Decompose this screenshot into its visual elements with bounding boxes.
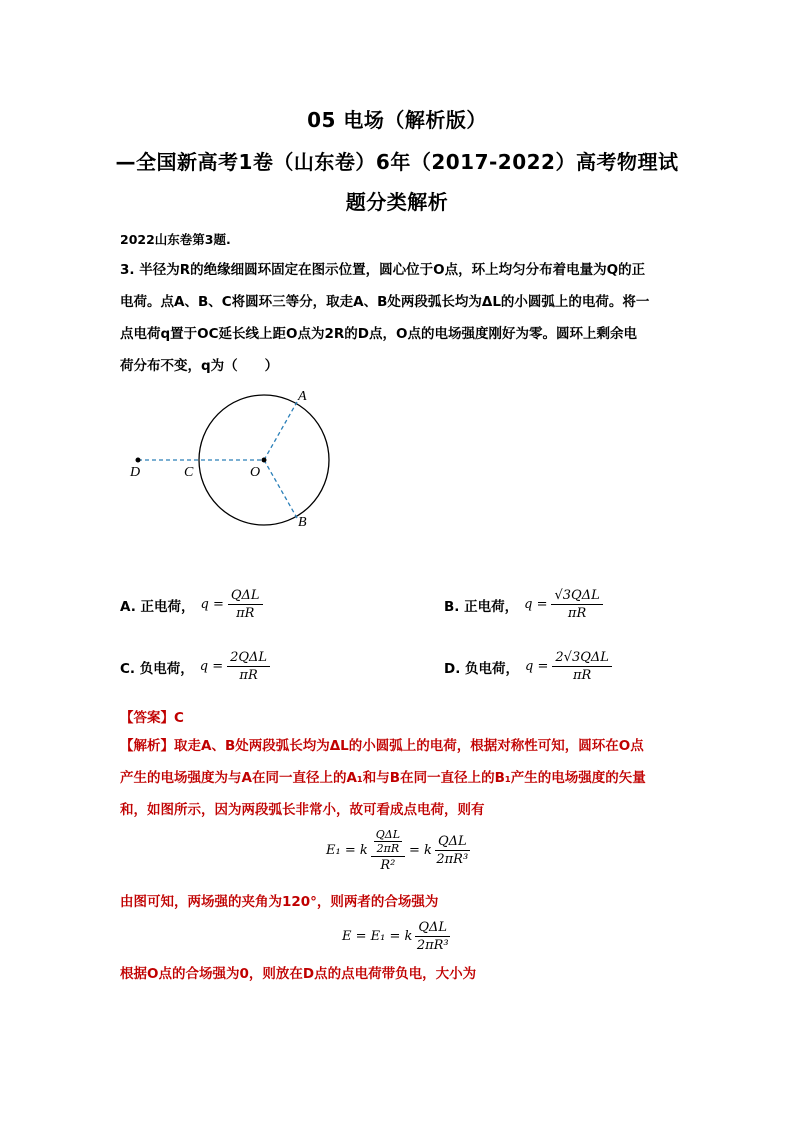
formula-e1-den2: 2πR³: [436, 852, 469, 867]
option-a[interactable]: [120, 588, 263, 621]
label-D: D: [130, 465, 141, 480]
formula-e-frac: [415, 920, 450, 953]
circle-diagram: [120, 380, 360, 540]
formula-e1: [326, 828, 470, 873]
option-d-lhs: q =: [525, 659, 549, 674]
formula-e: [342, 920, 450, 953]
answer: [120, 706, 184, 726]
formula-e1-num2: QΔL: [435, 834, 470, 851]
analysis-line-2: 产生的电场强度为与A在同一直径上的A₁和与B在同一直径上的B₁产生的电场强度的矢量: [120, 770, 646, 786]
analysis-line-4: 由图可知，两场强的夹角为120°，则两者的合场强为: [120, 894, 439, 910]
label-B: B: [298, 515, 307, 530]
analysis-line-5: 根据O点的合场强为0，则放在D点的点电荷带负电，大小为: [120, 966, 477, 982]
formula-e1-big-frac: [371, 828, 405, 873]
label-A: A: [298, 389, 307, 404]
option-d-num: 2√3QΔL: [552, 650, 612, 667]
formula-e1-lhs: E₁ = k: [326, 843, 368, 858]
formula-e1-eq: = k: [409, 843, 432, 858]
option-d-fraction: [552, 650, 612, 683]
option-b-lhs: q =: [524, 597, 548, 612]
point-D: [136, 458, 141, 463]
formula-e-lhs: E = E₁ = k: [342, 929, 413, 944]
option-b[interactable]: [444, 588, 603, 621]
option-c-label: C. 负电荷，: [120, 660, 194, 677]
line-O-A: [264, 402, 297, 460]
question-line-1: 3. 半径为R的绝缘细圆环固定在图示位置，圆心位于O点，环上均匀分布着电量为Q的正: [120, 262, 646, 278]
question-line-4: 荷分布不变，q为（ ）: [120, 358, 279, 374]
formula-e-den: 2πR³: [416, 938, 449, 953]
question-line-3: 点电荷q置于OC延长线上距O点为2R的D点，O点的电场强度刚好为零。圆环上剩余电: [120, 326, 637, 342]
option-b-den: πR: [567, 606, 587, 621]
formula-e-num: QΔL: [415, 920, 450, 937]
label-O: O: [250, 465, 261, 480]
formula-e1-inner-num: QΔL: [375, 828, 401, 841]
option-a-num: QΔL: [228, 588, 263, 605]
option-a-fraction: [228, 588, 263, 621]
option-d-den: πR: [572, 668, 592, 683]
option-a-label: A. 正电荷，: [120, 598, 195, 615]
option-d[interactable]: [444, 650, 612, 683]
label-C: C: [184, 465, 194, 480]
analysis-line-1: 【解析】取走A、B处两段弧长均为ΔL的小圆弧上的电荷，根据对称性可知，圆环在O点: [120, 738, 644, 754]
point-O: [262, 458, 267, 463]
option-b-label: B. 正电荷，: [444, 598, 519, 615]
line-O-B: [264, 460, 297, 518]
option-c-den: πR: [239, 668, 258, 683]
answer-value: C: [174, 710, 184, 726]
option-c[interactable]: [120, 650, 270, 683]
option-c-num: 2QΔL: [227, 650, 270, 667]
option-b-num: √3QΔL: [551, 588, 602, 605]
option-c-fraction: [227, 650, 270, 683]
answer-prefix: 【答案】: [120, 710, 174, 726]
formula-e1-inner-den: 2πR: [376, 842, 400, 855]
question-source: 2022山东卷第3题.: [120, 232, 231, 247]
option-a-lhs: q =: [200, 597, 224, 612]
formula-e1-den: R²: [380, 858, 396, 873]
option-a-den: πR: [236, 606, 255, 621]
title-line-2: —全国新高考1卷（山东卷）6年（2017-2022）高考物理试: [115, 150, 679, 174]
formula-e1-big-num: [371, 828, 405, 857]
analysis-line-3: 和，如图所示，因为两段弧长非常小，故可看成点电荷，则有: [120, 802, 485, 818]
option-b-fraction: [551, 588, 602, 621]
title-line-1: 05 电场（解析版）: [307, 108, 487, 132]
option-d-label: D. 负电荷，: [444, 660, 520, 677]
formula-e1-frac2: [435, 834, 470, 867]
option-c-lhs: q =: [199, 659, 224, 674]
question-line-2: 电荷。点A、B、C将圆环三等分，取走A、B处两段弧长均为ΔL的小圆弧上的电荷。将一: [120, 294, 650, 310]
title-line-3: 题分类解析: [345, 190, 449, 214]
